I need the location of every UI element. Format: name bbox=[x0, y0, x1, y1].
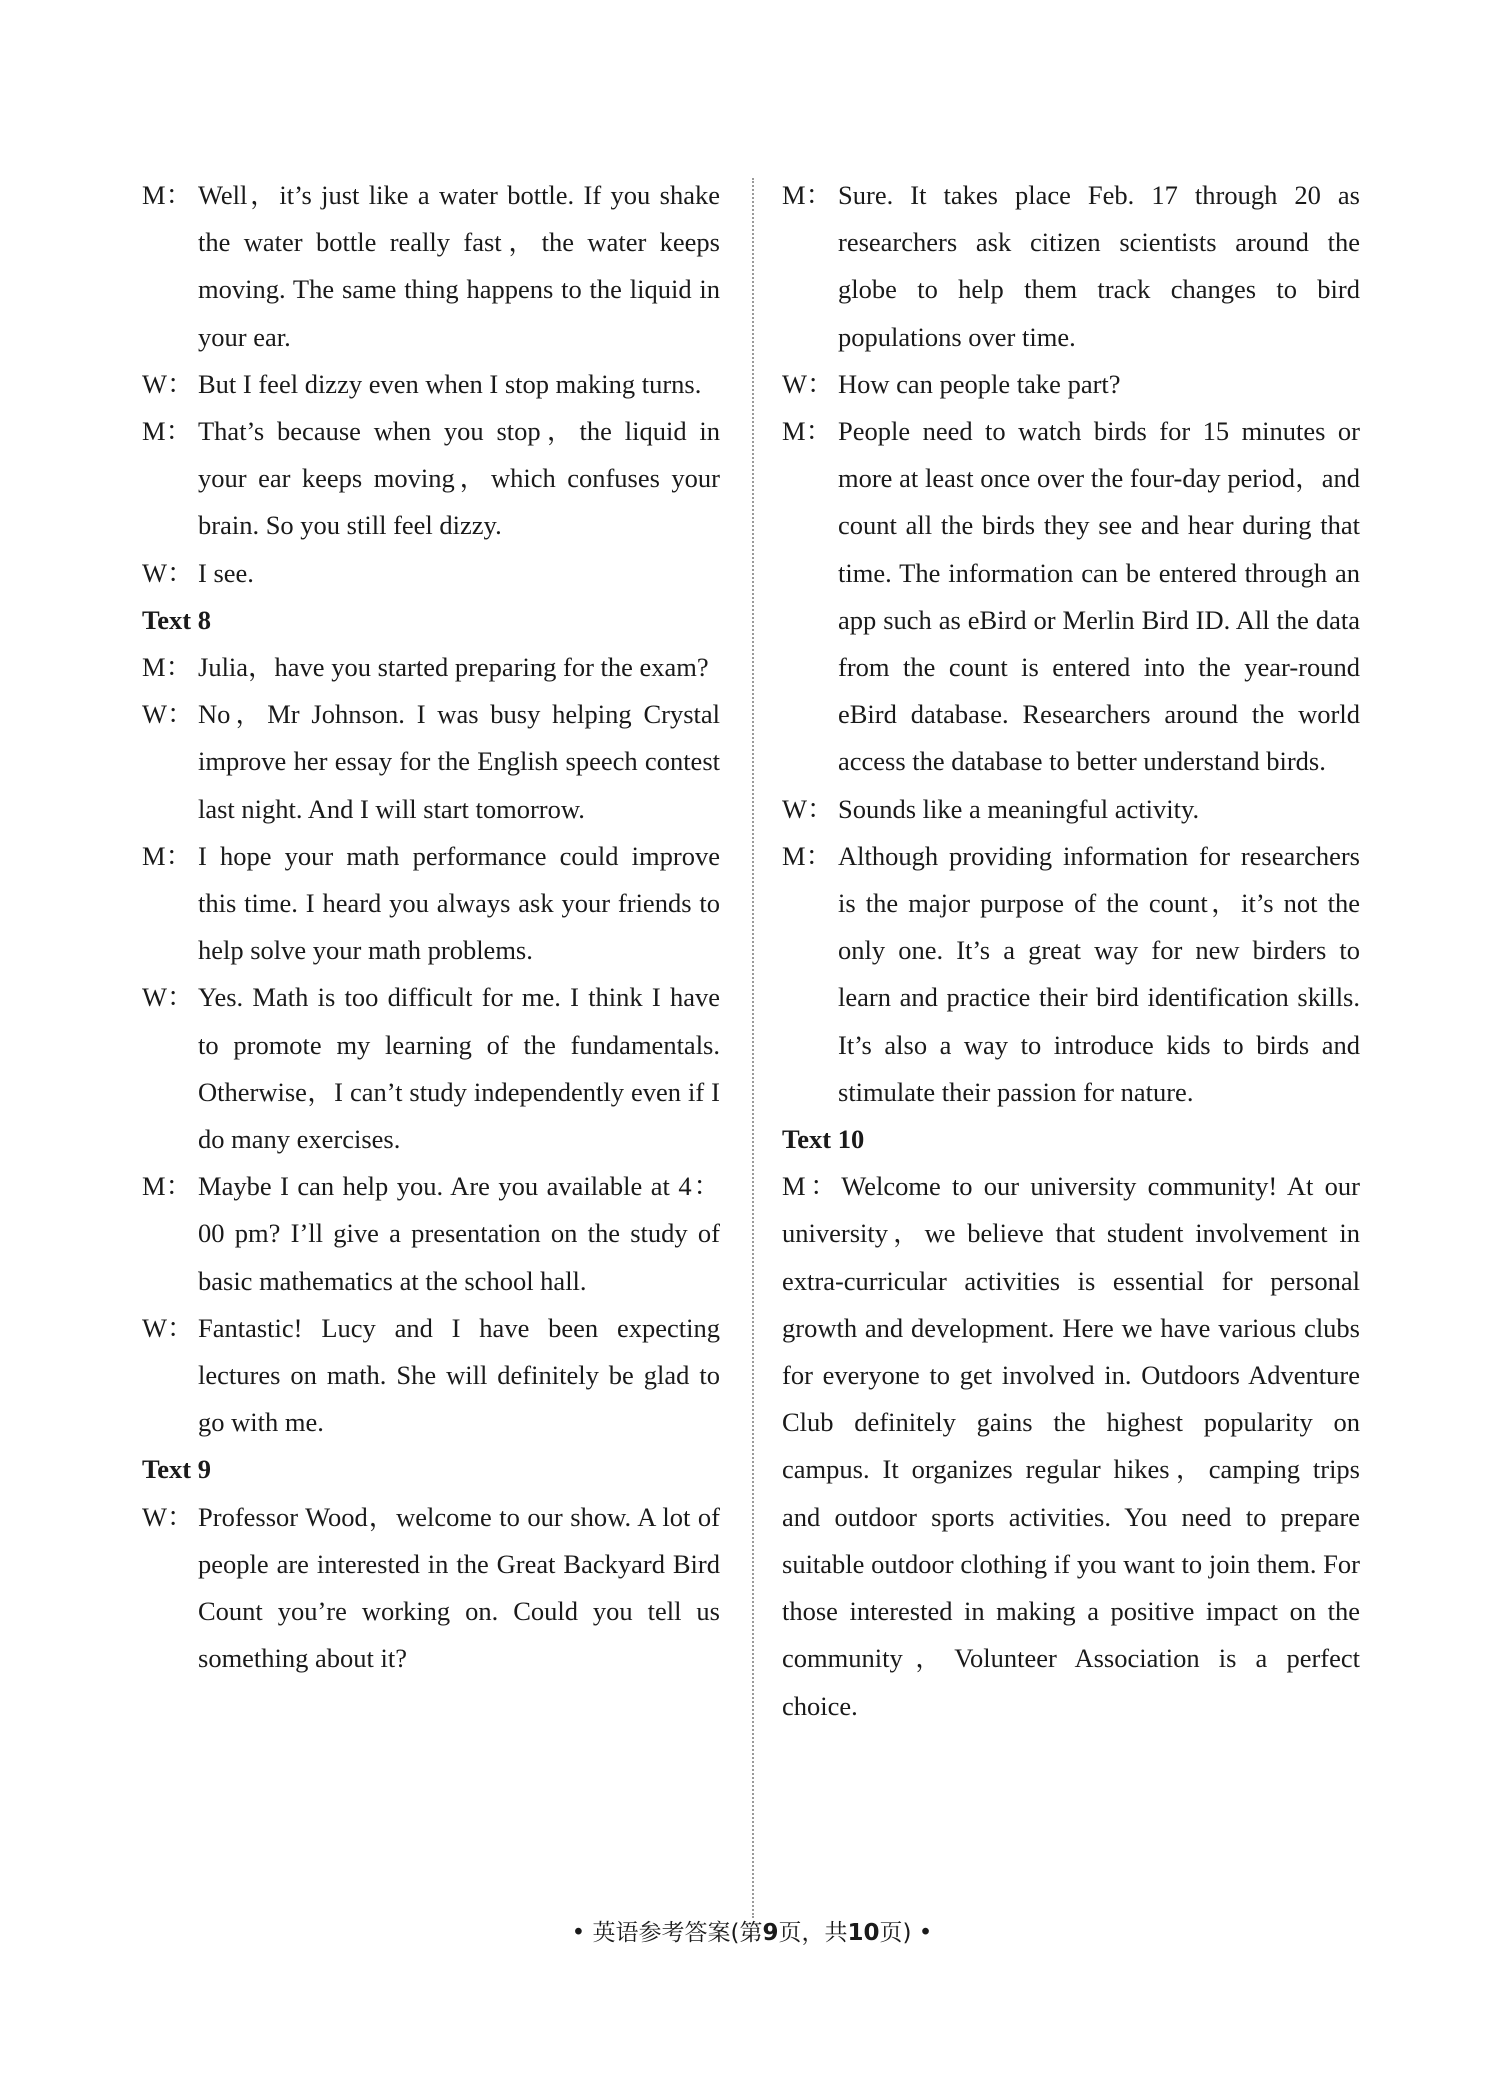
dialogue-block-b bbox=[142, 644, 720, 1446]
dialogue-turn bbox=[142, 644, 720, 691]
footer-suffix: 页) • bbox=[879, 1920, 933, 1946]
dialogue-text: Julia，have you started preparing for the exam? bbox=[198, 652, 709, 683]
speaker-label: W： bbox=[142, 368, 194, 399]
dialogue-block-d bbox=[782, 172, 1360, 1116]
speaker-label: M： bbox=[142, 652, 193, 683]
speaker-label: M： bbox=[142, 180, 193, 210]
speaker-label: W： bbox=[782, 793, 834, 824]
dialogue-text: Sounds like a meaningful activity. bbox=[838, 793, 1200, 824]
dialogue-turn bbox=[782, 833, 1360, 1116]
dialogue-turn bbox=[142, 361, 720, 408]
speaker-label: W： bbox=[142, 1312, 194, 1343]
dialogue-text: I hope your math performance could improve this time. I heard you always ask your friends to help solve your math problems. bbox=[198, 840, 720, 966]
speaker-label: M： bbox=[782, 180, 833, 210]
dialogue-block-a bbox=[142, 172, 720, 597]
dialogue-text: Well，it’s just like a water bottle. If you shake the water bottle really fast，the water keeps moving. The same thing happens to the liquid in your ear. bbox=[198, 180, 720, 352]
section-heading-text-10: Text 10 bbox=[782, 1124, 865, 1155]
dialogue-turn bbox=[142, 1494, 720, 1683]
speaker-label: M： bbox=[782, 840, 833, 871]
dialogue-turn bbox=[142, 408, 720, 550]
dialogue-turn bbox=[142, 974, 720, 1163]
dialogue-turn bbox=[142, 691, 720, 833]
footer-total-pages: 10 bbox=[847, 1920, 880, 1946]
dialogue-text: No，Mr Johnson. I was busy helping Crystal improve her essay for the English speech contest last night. And I will start tomorrow. bbox=[198, 699, 720, 824]
dialogue-text: But I feel dizzy even when I stop making turns. bbox=[198, 368, 702, 399]
dialogue-text: That’s because when you stop，the liquid in your ear keeps moving，which confuses your brain. So you still feel dizzy. bbox=[198, 416, 720, 541]
dialogue-text: Yes. Math is too difficult for me. I think I have to promote my learning of the fundamentals. Otherwise，I can’t study independently even if I do many exercises. bbox=[198, 982, 720, 1155]
dialogue-text: Fantastic! Lucy and I have been expecting lectures on math. She will definitely be glad to go with me. bbox=[198, 1312, 720, 1438]
speaker-label: W： bbox=[142, 982, 194, 1013]
dialogue-text: Sure. It takes place Feb. 17 through 20 as researchers ask citizen scientists around the globe to help them track changes to bird populations over time. bbox=[838, 180, 1360, 352]
dialogue-turn bbox=[142, 1163, 720, 1305]
speaker-label: M： bbox=[142, 416, 193, 447]
dialogue-text: Professor Wood，welcome to our show. A lot of people are interested in the Great Backyard Bird Count you’re working on. Could you tell us something about it? bbox=[198, 1501, 720, 1674]
dialogue-turn bbox=[142, 1305, 720, 1447]
dialogue-turn bbox=[782, 786, 1360, 833]
dialogue-text: How can people take part? bbox=[838, 368, 1121, 399]
speaker-label: M： bbox=[782, 416, 833, 447]
speaker-label: W： bbox=[142, 699, 194, 730]
dialogue-text: I see. bbox=[198, 557, 254, 588]
section-heading-text-9: Text 9 bbox=[142, 1454, 211, 1485]
page-footer bbox=[0, 1918, 1504, 1948]
speaker-label: W： bbox=[142, 1501, 194, 1532]
left-column bbox=[142, 172, 720, 1683]
footer-page-number: 9 bbox=[762, 1920, 779, 1946]
right-column bbox=[782, 172, 1360, 1730]
speaker-label: W： bbox=[782, 368, 834, 399]
footer-prefix: • 英语参考答案(第 bbox=[571, 1920, 763, 1946]
column-divider bbox=[752, 178, 754, 1918]
dialogue-block-c bbox=[142, 1494, 720, 1683]
monologue-paragraph: M：Welcome to our university community! At our university，we believe that student involvement in extra-curricular activities is essential for personal growth and development. Here we have various clubs for everyone to get involved in. Outdoors Adventure Club definitely gains the highest popularity on campus. It organizes regular hikes，camping trips and outdoor sports activities. You need to prepare suitable outdoor clothing if you want to join them. For those interested in making a positive impact on the community，Volunteer Association is a perfect choice. bbox=[782, 1171, 1360, 1721]
dialogue-turn bbox=[782, 408, 1360, 786]
dialogue-turn bbox=[782, 361, 1360, 408]
dialogue-text: People need to watch birds for 15 minutes or more at least once over the four-day period，and count all the birds they see and hear during that time. The information can be entered through an app such as eBird or Merlin Bird ID. All the data from the count is entered into the year-round eBird database. Researchers around the world access the database to better understand birds. bbox=[838, 416, 1360, 777]
speaker-label: M： bbox=[142, 840, 193, 871]
dialogue-turn bbox=[142, 172, 720, 361]
dialogue-text: Maybe I can help you. Are you available at 4：00 pm? I’ll give a presentation on the study of basic mathematics at the school hall. bbox=[198, 1171, 720, 1296]
dialogue-turn bbox=[142, 550, 720, 597]
speaker-label: W： bbox=[142, 557, 194, 588]
section-heading-text-8: Text 8 bbox=[142, 604, 211, 635]
dialogue-text: Although providing information for researchers is the major purpose of the count，it’s not the only one. It’s a great way for new birders to learn and practice their bird identification skills. It’s also a way to introduce kids to birds and stimulate their passion for nature. bbox=[838, 840, 1360, 1107]
footer-middle: 页，共 bbox=[778, 1920, 848, 1946]
dialogue-turn bbox=[142, 833, 720, 975]
dialogue-turn bbox=[782, 172, 1360, 361]
speaker-label: M： bbox=[142, 1171, 193, 1202]
